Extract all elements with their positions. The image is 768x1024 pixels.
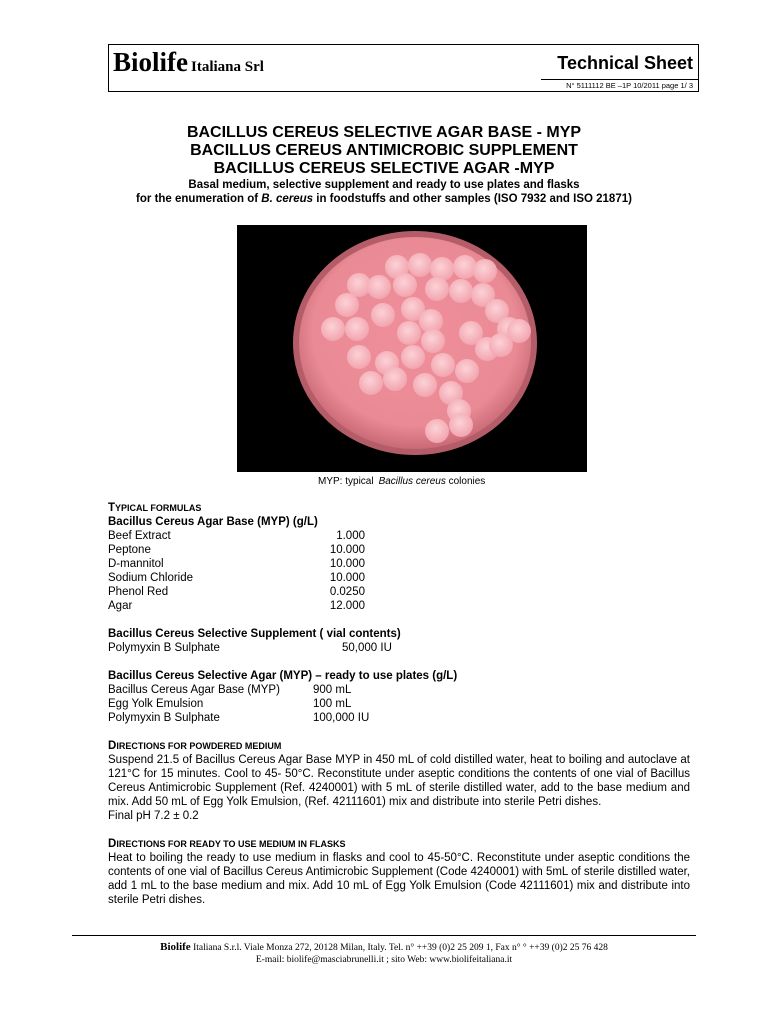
ingredient-value: 12.000: [329, 600, 365, 612]
colony: [347, 345, 371, 369]
colony: [449, 413, 473, 437]
ingredient-value: 900 mL: [313, 684, 352, 696]
footer-divider: [72, 935, 696, 936]
subtitle-line-1: Basal medium, selective supplement and ready to use plates and flasks: [188, 179, 580, 191]
list-item: [108, 697, 690, 711]
caption-organism: Bacillus cereus: [378, 476, 446, 487]
supplement-list: [108, 641, 690, 655]
list-item: [108, 529, 690, 543]
list-item: [108, 599, 690, 613]
footer-address: Biolife Italiana S.r.l. Viale Monza 272, 20128 Milan, Italy. Tel. n° ++39 (0)2 25 209 1, Fax n° ° ++39 (0)2 25 76 428: [160, 941, 608, 953]
title-line-1: BACILLUS CEREUS SELECTIVE AGAR BASE - MYP: [186, 124, 582, 141]
title-block: [0, 124, 768, 206]
header-box: [108, 44, 699, 92]
brand-logo: [113, 47, 264, 78]
agar-base-list: [108, 529, 690, 613]
supplement-title: Bacillus Cereus Selective Supplement ( vial contents): [108, 628, 401, 640]
petri-dish-photo: [237, 225, 587, 472]
ingredient-name: Beef Extract: [108, 530, 171, 542]
footer: [0, 941, 768, 966]
brand-name: Biolife: [113, 47, 188, 77]
colony: [367, 275, 391, 299]
ingredient-name: Bacillus Cereus Agar Base (MYP): [108, 684, 280, 696]
colony: [345, 317, 369, 341]
petri-dish-illustration: [237, 225, 587, 472]
content: [108, 501, 690, 907]
ingredient-value: 10.000: [329, 544, 365, 556]
ready-plates-title: Bacillus Cereus Selective Agar (MYP) – ready to use plates (g/L): [108, 670, 458, 682]
ingredient-value: 50,000 IU: [342, 642, 392, 654]
colony: [401, 345, 425, 369]
brand-subtitle: Italiana Srl: [191, 59, 264, 75]
directions-powder-text: Suspend 21.5 of Bacillus Cereus Agar Base MYP in 450 mL of cold distilled water, heat to boiling and autoclave at 121°C for 15 minutes. Cool to 45- 50°C. Reconstitute under aseptic conditions the contents of one vial of Bacillus Cereus Antimicrobic Supplement (Ref. 4240001) with 5 mL of sterile distilled water, add to the base medium and mix. Add 50 mL of Egg Yolk Emulsion, (Ref. 42111601) mix and distribute into sterile Petri dishes.: [108, 754, 690, 808]
sheet-title: Technical Sheet: [557, 53, 693, 73]
ingredient-name: Peptone: [108, 544, 151, 556]
header-divider: [541, 79, 698, 80]
list-item: [108, 711, 690, 725]
ingredient-value: 100,000 IU: [313, 712, 370, 724]
ingredient-name: Polymyxin B Sulphate: [108, 642, 220, 654]
title-line-3: BACILLUS CEREUS SELECTIVE AGAR -MYP: [213, 160, 555, 177]
colony: [335, 293, 359, 317]
directions-flasks-heading: DIRECTIONS FOR READY TO USE MEDIUM IN FLASKS: [108, 838, 346, 850]
ingredient-name: Egg Yolk Emulsion: [108, 698, 204, 710]
directions-flasks-text: Heat to boiling the ready to use medium in flasks and cool to 45-50°C. Reconstitute under aseptic conditions the contents of one vial of Bacillus Cereus Antimicrobic Supplement (Code 4240001) with 5mL of sterile distilled water, add 1 mL to the base medium and mix. Add 10 mL of Egg Yolk Emulsion (Code 42111601) mix and distribute into sterile Petri dishes.: [108, 852, 690, 906]
colony: [421, 329, 445, 353]
colony: [321, 317, 345, 341]
ingredient-name: Sodium Chloride: [108, 572, 194, 584]
final-ph: Final pH 7.2 ± 0.2: [108, 810, 199, 822]
colony: [393, 273, 417, 297]
subtitle-line-2: for the enumeration of B. cereus in foodstuffs and other samples (ISO 7932 and ISO 21871): [136, 193, 632, 205]
agar-base-title: Bacillus Cereus Agar Base (MYP) (g/L): [108, 516, 318, 528]
colony: [455, 359, 479, 383]
colony: [449, 279, 473, 303]
colony: [371, 303, 395, 327]
ingredient-value: 10.000: [329, 558, 365, 570]
list-item: [108, 557, 690, 571]
colony: [383, 367, 407, 391]
ingredient-name: Phenol Red: [108, 586, 169, 598]
colony: [425, 419, 449, 443]
colony: [359, 371, 383, 395]
ready-plates-list: [108, 683, 690, 725]
colony: [453, 255, 477, 279]
list-item: [108, 585, 690, 599]
directions-powder-heading: DIRECTIONS FOR POWDERED MEDIUM: [108, 740, 282, 752]
colony: [507, 319, 531, 343]
ingredient-value: 0.0250: [329, 586, 365, 598]
ingredient-name: Polymyxin B Sulphate: [108, 712, 220, 724]
list-item: [108, 571, 690, 585]
subtitle-organism: B. cereus: [261, 193, 314, 205]
footer-contact: E-mail: biolife@masciabrunelli.it ; sito Web: www.biolifeitaliana.it: [255, 955, 513, 965]
colony: [473, 259, 497, 283]
document-reference: N° 5111112 BE –1P 10/2011 page 1/ 3: [566, 81, 693, 90]
colony: [413, 373, 437, 397]
ingredient-value: 10.000: [329, 572, 365, 584]
ingredient-name: D-mannitol: [108, 558, 164, 570]
ingredient-name: Agar: [108, 600, 133, 612]
figure-caption: MYP: typical Bacillus cereus colonies: [318, 476, 486, 487]
colony: [431, 353, 455, 377]
typical-formulas-heading: TYPICAL FORMULAS: [108, 502, 202, 514]
colony: [397, 321, 421, 345]
list-item: [108, 641, 690, 655]
list-item: [108, 543, 690, 557]
colony: [408, 253, 432, 277]
list-item: [108, 683, 690, 697]
colony: [430, 257, 454, 281]
ingredient-value: 100 mL: [313, 698, 352, 710]
title-line-2: BACILLUS CEREUS ANTIMICROBIC SUPPLEMENT: [190, 142, 578, 159]
ingredient-value: 1.000: [336, 530, 365, 542]
colony: [425, 277, 449, 301]
